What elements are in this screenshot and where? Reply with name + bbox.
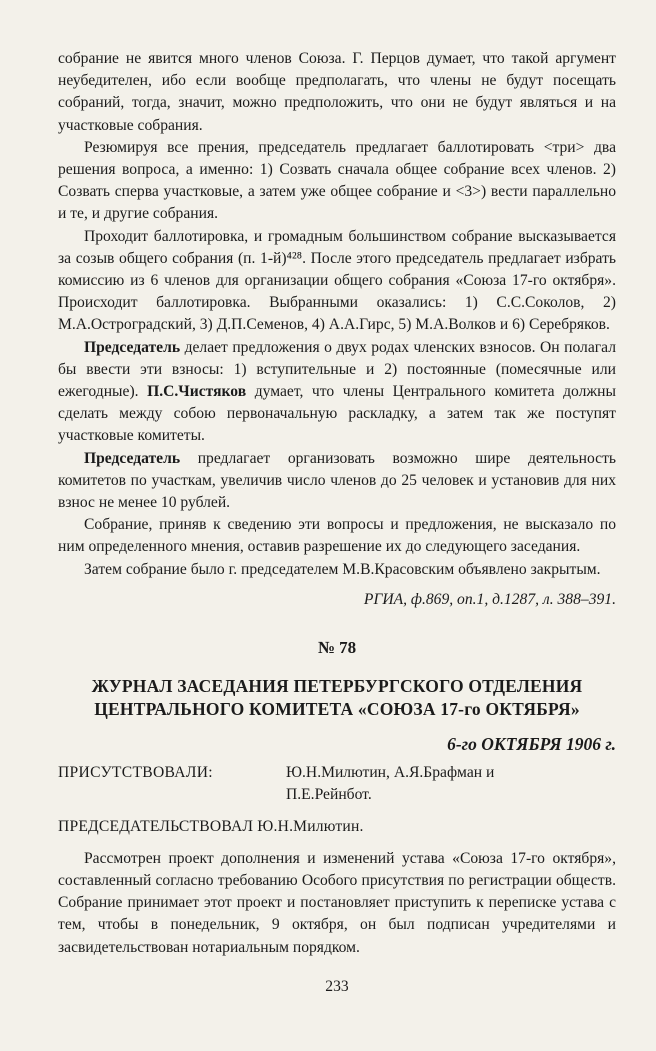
document-title-line-2: ЦЕНТРАЛЬНОГО КОМИТЕТА «СОЮЗА 17-го ОКТЯБРЯ» — [94, 698, 580, 719]
paragraph-continuation: собрание не явится много членов Союза. Г. Перцов думает, что такой аргумент неубедителен, ибо если вообще предполагать, что члены не будут посещать собраний, тогда, значит, можно предположить, что они не будут являться и на участковые собрания. — [58, 50, 616, 134]
speaker-chistyakov: П.С.Чистяков — [147, 383, 247, 401]
page-number: 233 — [325, 978, 349, 995]
chairman-line: ПРЕДСЕДАТЕЛЬСТВОВАЛ Ю.Н.Милютин. — [58, 817, 364, 835]
document-date: 6-го ОКТЯБРЯ 1906 г. — [447, 733, 616, 754]
speaker-chairman: Председатель — [84, 338, 181, 356]
attendees-names — [286, 762, 616, 806]
document-title — [58, 675, 616, 721]
paragraph-ballot: Проходит баллотировка, и громадным большинством собрание высказывается за созыв общего собрания (п. 1-й)⁴²⁸. После этого председатель предлагает избрать комиссию из 6 членов для организации общего собрания «Союза 17-го октября». Происходит баллотировка. Выбранными оказались: 1) С.С.Соколов, 2) М.А.Остроградский, 3) Д.П.Семенов, 4) А.А.Гирс, 5) М.А.Волков и 6) Серебряков. — [58, 227, 616, 334]
document-title-line-1: ЖУРНАЛ ЗАСЕДАНИЯ ПЕТЕРБУРГСКОГО ОТДЕЛЕНИЯ — [91, 675, 583, 696]
paragraph-charter: Рассмотрен проект дополнения и изменений устава «Союза 17-го октября», составленный согласно требованию Особого присутствия по регистрации обществ. Собрание принимает этот проект и постановляет приступить к переписке устава с тем, чтобы в понедельник, 9 октября, он был подписан учредителями и засвидетельствован нотариальным порядком. — [58, 849, 616, 956]
attendees-label: ПРИСУТСТВОВАЛИ: — [58, 763, 213, 781]
paragraph-fees: Председатель делает предложения о двух родах членских взносов. Он полагал бы ввести эти взносы: 1) вступительные и 2) постоянные (помесячные или ежегодные). П.С.Чистяков думает, что члены Центрального комитета должны сделать между собою первоначальную раскладку, а затем так же поступят участковые комитеты. — [58, 338, 617, 445]
paragraph-resume: Резюмируя все прения, председатель предлагает баллотировать <три> два решения вопроса, а именно: 1) Созвать сначала общее собрание всех членов. 2) Созвать сперва участковые, а затем уже общее собрание и <3>) вести параллельно и те, и другие собрания. — [58, 138, 616, 223]
paragraph-committees: Председатель предлагает организовать возможно шире деятельность комитетов по участкам, увеличив число членов до 25 человек и установив для них взнос не менее 10 рублей. — [58, 449, 616, 512]
attendees-line-2: П.Е.Рейнбот. — [286, 785, 372, 803]
attendees-line-1: Ю.Н.Милютин, А.Я.Брафман и — [286, 763, 495, 781]
archive-source: РГИА, ф.869, оп.1, д.1287, л. 388–391. — [363, 590, 616, 608]
document-number: № 78 — [317, 637, 357, 657]
attendees-block — [58, 762, 616, 806]
paragraph-deferred: Собрание, приняв к сведению эти вопросы и предложения, не высказало по ним определенного мнения, оставив разрешение их до следующего заседания. — [58, 516, 616, 556]
speaker-chairman-2: Председатель — [84, 449, 181, 467]
paragraph-closing: Затем собрание было г. председателем М.В.Красовским объявлено закрытым. — [84, 560, 601, 578]
body-text — [58, 48, 616, 581]
